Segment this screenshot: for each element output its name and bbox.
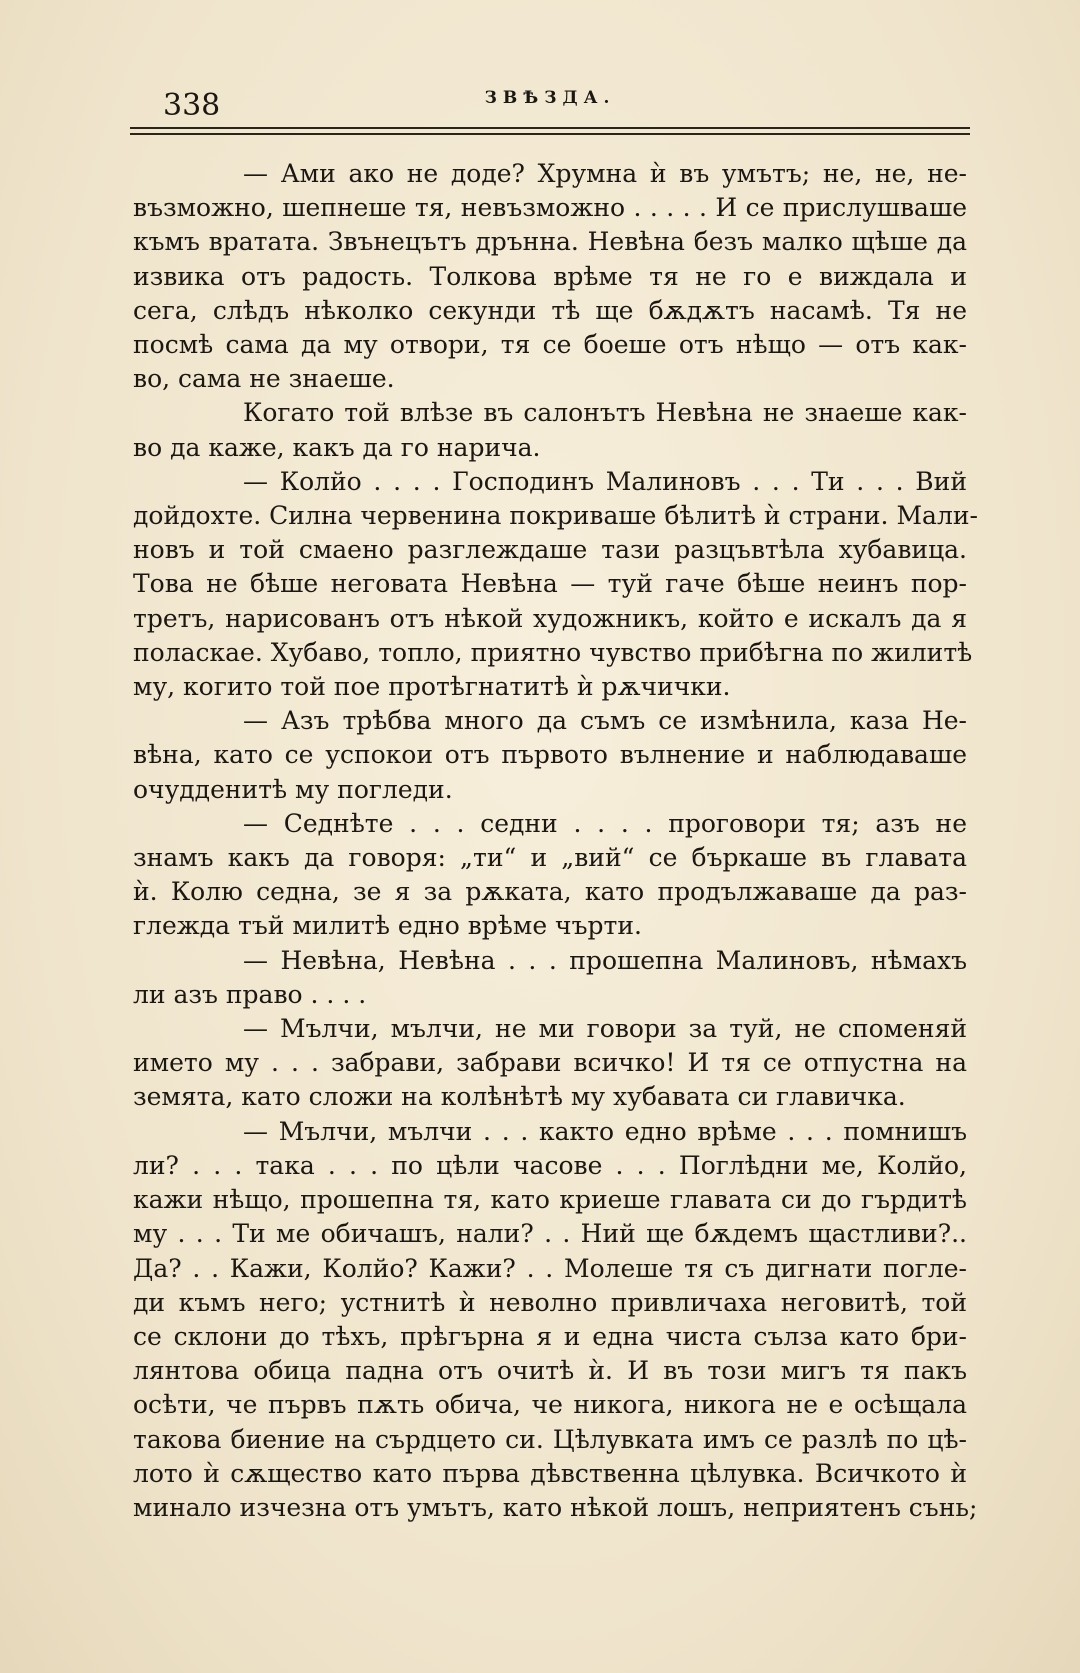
text-line: името му . . . забрави, забрави всичко! И тя се отпустна на — [133, 1048, 967, 1078]
text-line: ли азъ право . . . . — [133, 979, 367, 1009]
text-line: — Седнѣте . . . седни . . . . проговори тя; азъ не — [243, 808, 967, 838]
text-line: ди къмъ него; устнитѣ ѝ неволно привличаха неговитѣ, той — [133, 1287, 967, 1317]
text-line: — Азъ трѣбва много да съмъ се измѣнила, каза Не- — [243, 706, 967, 736]
text-line: вѣна, като се успокои отъ първото вълнение и наблюдаваше — [133, 740, 967, 770]
text-line: осѣти, че първъ пѫть обича, че никога, никога не е осѣщала — [133, 1390, 967, 1420]
text-line: възможно, шепнеше тя, невъзможно . . . . . И се прислушваше — [133, 193, 967, 223]
text-line: ѝ. Колю седна, зе я за рѫката, като продължаваше да раз- — [133, 877, 967, 907]
text-line: — Мълчи, мълчи, не ми говори за туй, не споменяй — [243, 1014, 967, 1044]
text-line: Това не бѣше неговата Невѣна — туй гаче бѣше неинъ пор- — [133, 569, 967, 599]
text-line: такова биение на сърдцето си. Цѣлувката имъ се разлѣ по цѣ- — [133, 1424, 967, 1454]
text-line: лянтова обица падна отъ очитѣ ѝ. И въ този мигъ тя пакъ — [133, 1356, 967, 1386]
text-line: се склони до тѣхъ, прѣгърна я и една чиста сълза като бри- — [133, 1321, 967, 1351]
text-line: земята, като сложи на колѣнѣтѣ му хубавата си главичка. — [133, 1082, 906, 1112]
text-line: Когато той влѣзе въ салонътъ Невѣна не знаеше как- — [243, 398, 967, 428]
header-rule-top — [130, 127, 970, 129]
text-line: къмъ вратата. Звънецътъ дрънна. Невѣна безъ малко щѣше да — [133, 227, 967, 257]
text-line: — Мълчи, мълчи . . . както едно врѣме . . . помнишъ — [243, 1116, 967, 1146]
page-header — [130, 84, 970, 124]
text-line: — Ами ако не доде? Хрумна ѝ въ умътъ; не, не, не- — [243, 159, 967, 188]
text-line: минало изчезна отъ умътъ, като нѣкой лошъ, неприятенъ сънь; — [133, 1492, 978, 1522]
text-line: глежда тъй милитѣ едно врѣме чърти. — [133, 911, 642, 941]
page-number: 338 — [163, 88, 221, 123]
body-text — [133, 157, 978, 1525]
text-line: кажи нѣщо, прошепна тя, като криеше главата си до гърдитѣ — [133, 1185, 967, 1215]
text-line: третъ, нарисованъ отъ нѣкой художникъ, който е искалъ да я — [133, 603, 967, 633]
header-rule-bottom — [130, 133, 970, 135]
text-line: дойдохте. Силна червенина покриваше бѣлитѣ ѝ страни. Мали- — [133, 501, 978, 531]
running-title: ЗВѢЗДА. — [484, 88, 616, 108]
text-line: ли? . . . така . . . по цѣли часове . . . Поглѣдни ме, Колйо, — [133, 1150, 967, 1180]
text-line: — Невѣна, Невѣна . . . прошепна Малиновъ, нѣмахъ — [243, 945, 967, 975]
text-line: му, когито той пое протѣгнатитѣ ѝ рѫчички. — [133, 672, 731, 702]
text-line: во, сама не знаеше. — [133, 364, 395, 394]
text-line: посмѣ сама да му отвори, тя се боеше отъ нѣщо — отъ как- — [133, 330, 967, 360]
text-line: сега, слѣдъ нѣколко секунди тѣ ще бѫдѫтъ насамѣ. Тя не — [133, 295, 967, 325]
text-line: знамъ какъ да говоря: „ти“ и „вий“ се бъркаше въ главата — [133, 843, 967, 873]
text-line: во да каже, какъ да го нарича. — [133, 432, 541, 462]
text-line: поласкае. Хубаво, топло, приятно чувство прибѣгна по жилитѣ — [133, 637, 973, 667]
text-line: очудденитѣ му погледи. — [133, 774, 453, 804]
text-line: — Колйо . . . . Господинъ Малиновъ . . . Ти . . . Вий — [243, 466, 967, 496]
text-line: новъ и той смаено разглеждаше тази разцъвтѣла хубавица. — [133, 535, 967, 565]
text-line: му . . . Ти ме обичашъ, нали? . . Ний ще бѫдемъ щастливи?.. — [133, 1219, 967, 1249]
text-line: Да? . . Кажи, Колйо? Кажи? . . Молеше тя съ дигнати погле- — [133, 1253, 967, 1283]
text-line: извика отъ радость. Толкова врѣме тя не го е виждала и — [133, 261, 967, 291]
text-line: лото ѝ сѫщество като първа дѣвственна цѣлувка. Всичкото ѝ — [133, 1458, 967, 1488]
